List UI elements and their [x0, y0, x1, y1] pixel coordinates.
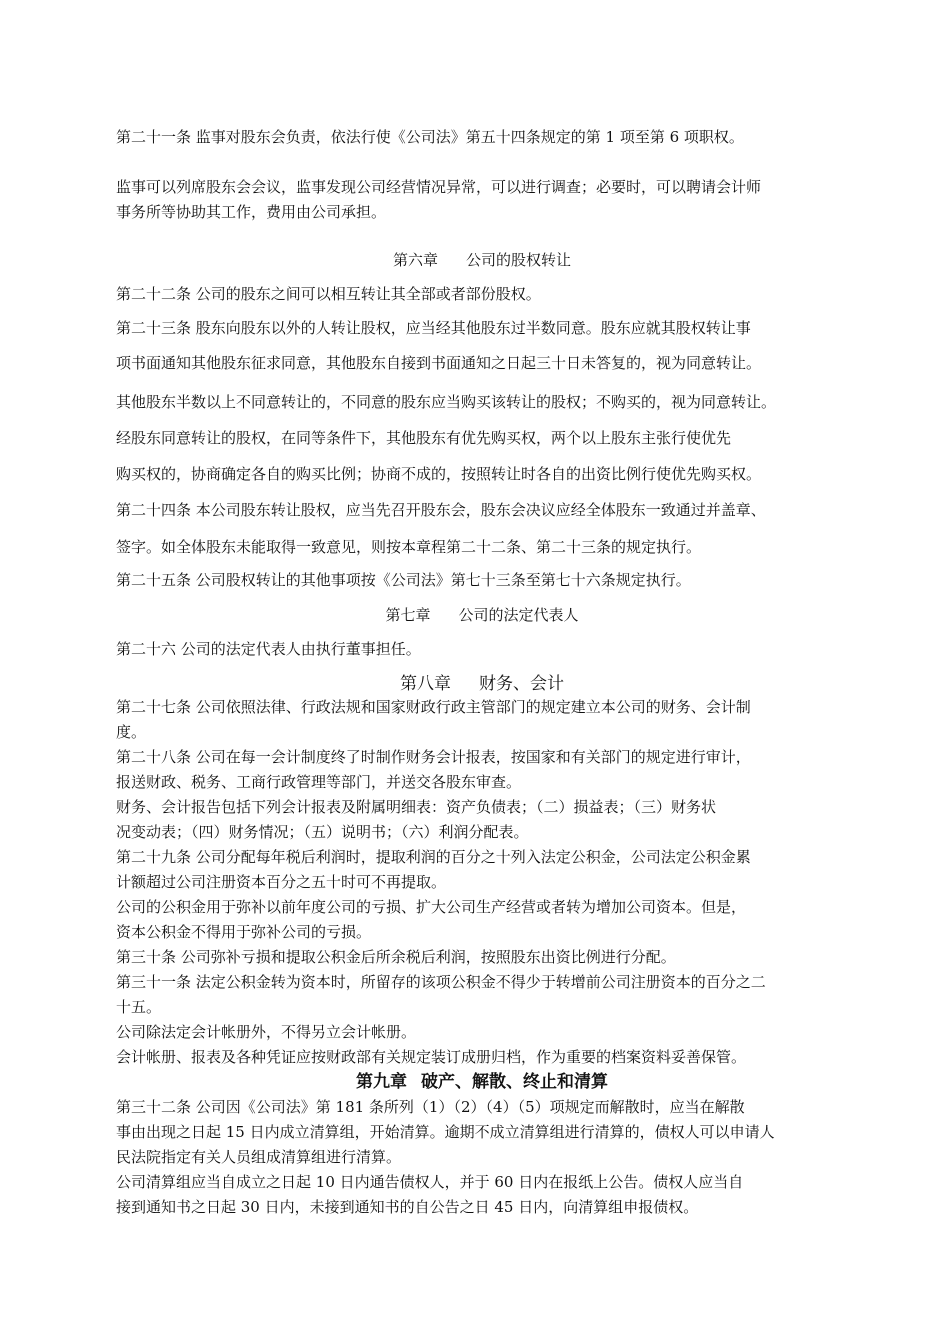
paragraph-line: 接到通知书之日起 30 日内，未接到通知书的自公告之日 45 日内，向清算组申报债权。 [116, 1198, 699, 1216]
paragraph-line: 计额超过公司注册资本百分之五十时可不再提取。 [116, 873, 447, 891]
paragraph-line: 况变动表；（四）财务情况；（五）说明书；（六）利润分配表。 [116, 823, 529, 841]
chapter-title: 财务、会计 [479, 674, 564, 694]
paragraph-line: 监事可以列席股东会会议，监事发现公司经营情况异常，可以进行调查；必要时，可以聘请会计师 [116, 178, 762, 196]
article-29: 第二十九条 公司分配每年税后利润时，提取利润的百分之十列入法定公积金，公司法定公积金累 [116, 848, 751, 866]
article-24: 第二十四条 本公司股东转让股权，应当先召开股东会，股东会决议应经全体股东一致通过并盖章、 [116, 501, 766, 519]
paragraph-line: 公司清算组应当自成立之日起 10 日内通告债权人，并于 60 日内在报纸上公告。债权人应当自 [116, 1173, 744, 1191]
article-31: 第三十一条 法定公积金转为资本时，所留存的该项公积金不得少于转增前公司注册资本的百分之二 [116, 973, 766, 991]
article-25: 第二十五条 公司股权转让的其他事项按《公司法》第七十三条至第七十六条规定执行。 [116, 571, 691, 589]
chapter-6-heading [116, 250, 848, 270]
article-32: 第三十二条 公司因《公司法》第 181 条所列（1）（2）（4）（5）项规定而解散时，应当在解散 [116, 1098, 745, 1116]
chapter-number: 第七章 [385, 606, 431, 624]
paragraph-line: 公司的公积金用于弥补以前年度公司的亏损、扩大公司生产经营或者转为增加公司资本。但是， [116, 898, 747, 916]
paragraph-line: 度。 [116, 723, 147, 741]
chapter-7-heading [116, 605, 848, 625]
paragraph-line: 财务、会计报告包括下列会计报表及附属明细表：资产负债表；（二）损益表；（三）财务状 [116, 798, 717, 816]
paragraph-line: 会计帐册、报表及各种凭证应按财政部有关规定装订成册归档，作为重要的档案资料妥善保管。 [116, 1048, 747, 1066]
article-21: 第二十一条 监事对股东会负责，依法行使《公司法》第五十四条规定的第 1 项至第 6 项职权。 [116, 128, 744, 146]
paragraph-line: 事由出现之日起 15 日内成立清算组，开始清算。逾期不成立清算组进行清算的，债权人可以申请人 [116, 1123, 775, 1141]
chapter-9-heading [116, 1071, 848, 1093]
paragraph-line: 其他股东半数以上不同意转让的，不同意的股东应当购买该转让的股权；不购买的，视为同意转让。 [116, 393, 777, 411]
paragraph-line: 项书面通知其他股东征求同意，其他股东自接到书面通知之日起三十日未答复的，视为同意转让。 [116, 354, 762, 372]
paragraph-line: 公司除法定会计帐册外，不得另立会计帐册。 [116, 1023, 417, 1041]
paragraph-line: 民法院指定有关人员组成清算组进行清算。 [116, 1148, 402, 1166]
article-27: 第二十七条 公司依照法律、行政法规和国家财政行政主管部门的规定建立本公司的财务、会计制 [116, 698, 751, 716]
paragraph-line: 经股东同意转让的股权，在同等条件下，其他股东有优先购买权，两个以上股东主张行使优先 [116, 429, 732, 447]
chapter-title: 公司的股权转让 [466, 251, 572, 269]
paragraph-line: 签字。如全体股东未能取得一致意见，则按本章程第二十二条、第二十三条的规定执行。 [116, 538, 702, 556]
article-22: 第二十二条 公司的股东之间可以相互转让其全部或者部份股权。 [116, 285, 541, 303]
chapter-8-heading [116, 673, 848, 695]
chapter-title: 公司的法定代表人 [458, 606, 579, 624]
paragraph-line: 资本公积金不得用于弥补公司的亏损。 [116, 923, 372, 941]
paragraph-line: 事务所等协助其工作，费用由公司承担。 [116, 203, 387, 221]
chapter-number: 第六章 [392, 251, 438, 269]
article-30: 第三十条 公司弥补亏损和提取公积金后所余税后利润，按照股东出资比例进行分配。 [116, 948, 676, 966]
article-28: 第二十八条 公司在每一会计制度终了时制作财务会计报表，按国家和有关部门的规定进行审计， [116, 748, 751, 766]
chapter-number: 第八章 [400, 674, 451, 694]
paragraph-line: 购买权的，协商确定各自的购买比例；协商不成的，按照转让时各自的出资比例行使优先购买权。 [116, 465, 762, 483]
article-23: 第二十三条 股东向股东以外的人转让股权，应当经其他股东过半数同意。股东应就其股权转让事 [116, 319, 751, 337]
paragraph-line: 报送财政、税务、工商行政管理等部门，并送交各股东审查。 [116, 773, 522, 791]
article-26: 第二十六 公司的法定代表人由执行董事担任。 [116, 640, 421, 658]
paragraph-line: 十五。 [116, 998, 162, 1016]
chapter-number: 第九章 [356, 1072, 407, 1092]
chapter-title: 破产、解散、终止和清算 [421, 1072, 608, 1092]
